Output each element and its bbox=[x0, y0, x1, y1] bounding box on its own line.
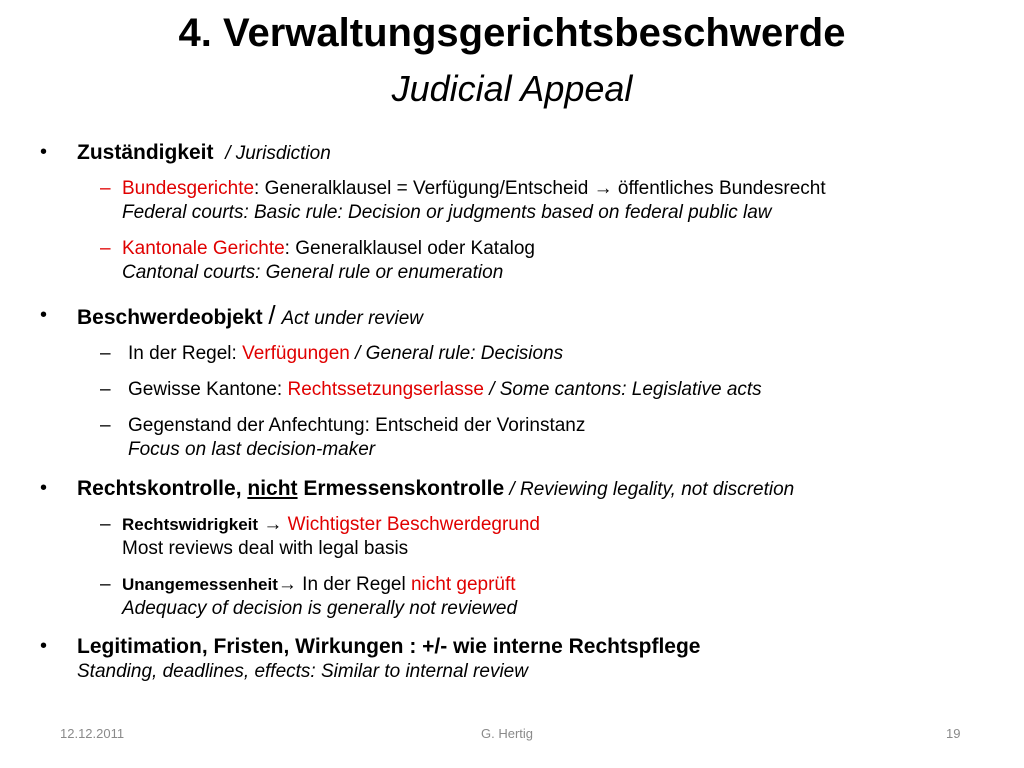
section-act-under-review bbox=[77, 300, 424, 331]
dash-icon: – bbox=[100, 238, 111, 259]
section-jurisdiction bbox=[77, 140, 331, 166]
slide-subtitle: Judicial Appeal bbox=[391, 68, 633, 109]
footer-author: G. Hertig bbox=[481, 726, 534, 741]
list-item bbox=[128, 414, 585, 462]
item-red-text: Kantonale Gerichte bbox=[122, 238, 285, 259]
item-translation: Adequacy of decision is generally not reviewed bbox=[122, 598, 518, 619]
dash-icon: – bbox=[100, 514, 111, 535]
list-item bbox=[128, 378, 762, 402]
dash-icon: – bbox=[100, 178, 111, 199]
bullet-icon: • bbox=[40, 477, 48, 499]
footer-date: 12.12.2011 bbox=[60, 726, 125, 741]
list-item bbox=[128, 342, 563, 366]
item-translation: / Some cantons: Legislative acts bbox=[483, 379, 762, 400]
dash-icon: – bbox=[100, 574, 111, 595]
item-translation: Most reviews deal with legal basis bbox=[122, 538, 409, 559]
section-slash: / bbox=[268, 300, 276, 330]
section-label-emphasis: nicht bbox=[247, 477, 298, 500]
item-text: Gegenstand der Anfechtung: Entscheid der Vorinstanz bbox=[128, 415, 586, 436]
item-arrow-text: → In der Regel bbox=[277, 574, 411, 595]
item-red-text: Rechtssetzungserlasse bbox=[287, 379, 484, 400]
bullet-icon: • bbox=[40, 635, 48, 657]
list-item bbox=[122, 177, 826, 225]
dash-icon: – bbox=[100, 415, 111, 436]
bullet-icon: • bbox=[40, 141, 48, 163]
item-translation: Federal courts: Basic rule: Decision or judgments based on federal public law bbox=[122, 202, 772, 223]
item-text: In der Regel: bbox=[128, 343, 243, 364]
bullet-icon: • bbox=[40, 304, 48, 326]
dash-icon: – bbox=[100, 379, 111, 400]
section-translation: Act under review bbox=[281, 308, 424, 329]
item-red-text: Bundesgerichte bbox=[122, 178, 255, 199]
section-standing bbox=[77, 634, 700, 684]
section-label: Zuständigkeit bbox=[77, 141, 214, 164]
section-label: Beschwerdeobjekt bbox=[77, 306, 263, 329]
dash-icon: – bbox=[100, 343, 111, 364]
item-red-text: Wichtigster Beschwerdegrund bbox=[287, 514, 540, 535]
item-red-text: nicht geprüft bbox=[410, 574, 516, 595]
section-translation: Standing, deadlines, effects: Similar to internal review bbox=[77, 661, 528, 682]
list-item bbox=[122, 237, 535, 285]
item-translation: Focus on last decision-maker bbox=[128, 439, 376, 460]
item-arrow-text: → bbox=[258, 514, 288, 535]
section-label-c: Ermessenskontrolle bbox=[297, 477, 505, 500]
item-translation: / General rule: Decisions bbox=[349, 343, 564, 364]
item-bold-term: Rechtswidrigkeit bbox=[122, 515, 259, 534]
list-item bbox=[122, 513, 540, 561]
section-translation: / Reviewing legality, not discretion bbox=[504, 479, 795, 500]
footer-page-number: 19 bbox=[946, 726, 961, 741]
section-label: Legitimation, Fristen, Wirkungen : +/- wie interne Rechtspflege bbox=[77, 635, 701, 658]
slide-title: 4. Verwaltungsgerichtsbeschwerde bbox=[178, 11, 846, 55]
item-translation: Cantonal courts: General rule or enumeration bbox=[122, 262, 504, 283]
item-bold-term: Unangemessenheit bbox=[122, 575, 278, 594]
item-text: : Generalklausel oder Katalog bbox=[284, 238, 535, 259]
section-label-a: Rechtskontrolle, bbox=[77, 477, 248, 500]
item-text: Gewisse Kantone: bbox=[128, 379, 288, 400]
item-red-text: Verfügungen bbox=[242, 343, 350, 364]
list-item bbox=[122, 573, 517, 621]
item-text: : Generalklausel = Verfügung/Entscheid → öffentliches Bundesrecht bbox=[254, 178, 826, 199]
section-translation: / Jurisdiction bbox=[225, 143, 331, 164]
section-legality-review bbox=[77, 476, 794, 502]
